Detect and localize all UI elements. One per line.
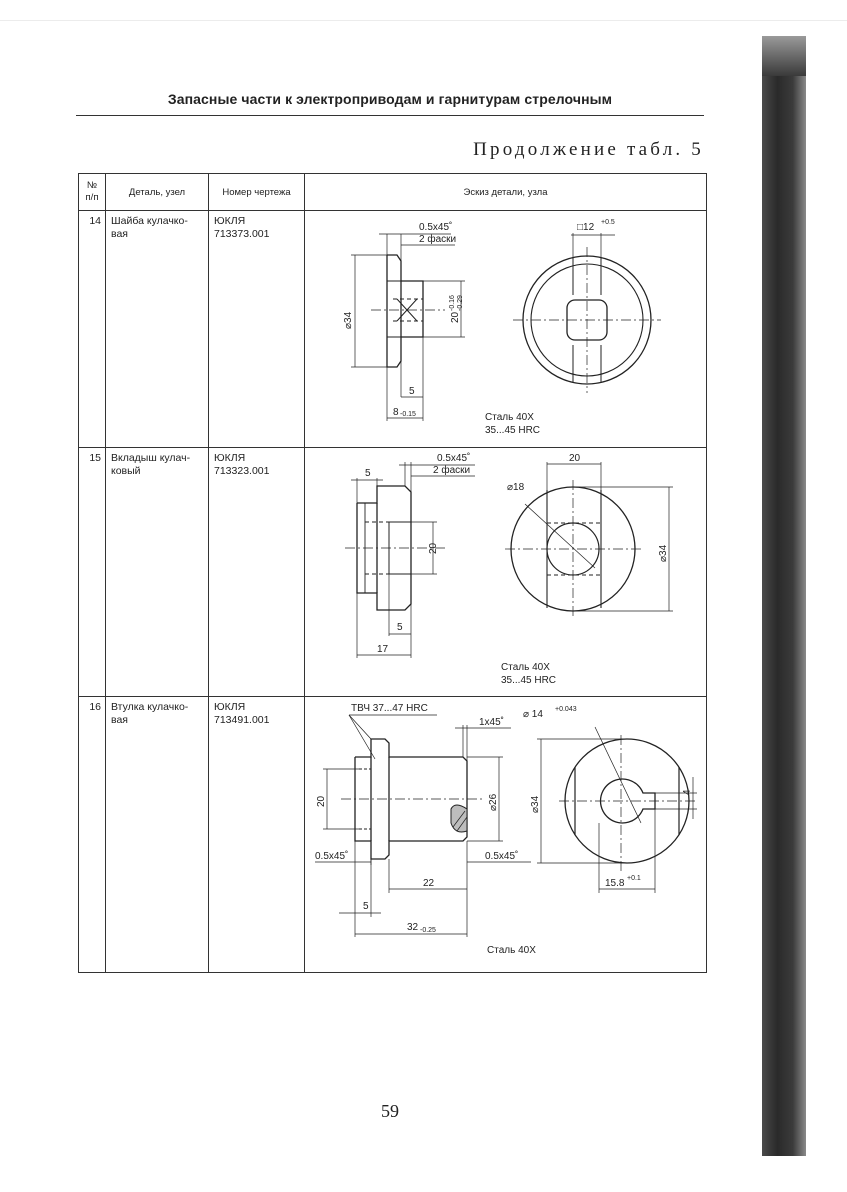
flange-label: 5 (365, 468, 371, 479)
dia-flange-label: ⌀34 (530, 795, 541, 813)
sketch-cell (305, 448, 707, 697)
hardness-label: 35...45 HRC (501, 675, 557, 686)
total-length-label: 32 (407, 922, 419, 933)
shaft-length-label: 22 (423, 878, 435, 889)
sketch-cell (305, 697, 707, 973)
flange-width-label: 5 (363, 901, 369, 912)
page-header: Запасные части к электроприводам и гарнитурам стрелочным (167, 91, 613, 107)
scan-shadow-top (762, 36, 806, 76)
flat-label: 20 (569, 453, 581, 464)
diameter-label: ⌀34 (658, 544, 669, 562)
bore-label: ⌀18 (507, 482, 525, 493)
chamfer-count-label: 2 фаски (433, 465, 471, 476)
width-tol: -0.15 (400, 411, 416, 418)
spare-parts-table (78, 173, 707, 973)
row-number: 15 (79, 448, 106, 697)
chamfer-count-label: 2 фаски (419, 234, 457, 245)
square-tol: +0.5 (601, 219, 615, 226)
chamfer-left-low-label: 0.5x45˚ (315, 851, 349, 862)
bore-label: ⌀ 14 (523, 709, 543, 720)
material-label: Сталь 40Х (487, 945, 536, 956)
cam-sleeve-drawing (305, 697, 707, 972)
drawing-number: ЮКЛЯ 713373.001 (209, 211, 305, 448)
table-row (79, 211, 707, 448)
chamfer-right-low-label: 0.5x45˚ (485, 851, 519, 862)
table-header-row (79, 174, 707, 211)
height-tol-low: -0.29 (457, 295, 464, 311)
chamfer-label: 0.5x45˚ (437, 453, 471, 464)
key-width-label: 4 (682, 789, 693, 795)
key-depth-tol: +0.1 (627, 875, 641, 882)
material-label: Сталь 40Х (485, 412, 534, 423)
sketch-cell (305, 211, 707, 448)
dia-left-label: 20 (316, 795, 327, 807)
page-number: 59 (381, 1101, 399, 1121)
cam-insert-drawing (305, 448, 707, 696)
length-label: 17 (377, 644, 389, 655)
part-name: Шайба кулачко- вая (106, 211, 209, 448)
step-label: 5 (409, 386, 415, 397)
row-number: 14 (79, 211, 106, 448)
diameter-label: ⌀34 (343, 311, 354, 329)
height-label: 20 (428, 542, 439, 554)
header-part: Деталь, узел (106, 174, 209, 211)
height-tol-up: -0.16 (449, 295, 456, 311)
key-depth-label: 15.8 (605, 878, 625, 889)
total-length-tol: -0.25 (420, 927, 436, 934)
header-drawing: Номер чертежа (209, 174, 305, 211)
height-label: 20 (450, 311, 461, 323)
width-label: 8 (393, 407, 399, 418)
part-name: Втулка кулачко- вая (106, 697, 209, 973)
dia-shaft-label: ⌀26 (488, 793, 499, 811)
bore-tol: +0.043 (555, 706, 577, 713)
shoulder-label: 5 (397, 622, 403, 633)
header-sketch: Эскиз детали, узла (305, 174, 707, 211)
chamfer-label: 0.5x45˚ (419, 222, 453, 233)
drawing-number: ЮКЛЯ 713323.001 (209, 448, 305, 697)
scan-shadow-bar (762, 36, 806, 1156)
table-continuation-title: Продолжение табл. 5 (473, 139, 704, 160)
part-name: Вкладыш кулач- ковый (106, 448, 209, 697)
header-num: № п/п (79, 174, 106, 211)
material-label: Сталь 40Х (501, 662, 550, 673)
square-label: □12 (577, 222, 595, 233)
row-number: 16 (79, 697, 106, 973)
header-rule (76, 115, 704, 116)
chamfer-right-label: 1x45˚ (479, 717, 505, 728)
hardening-label: ТВЧ 37...47 HRC (351, 703, 428, 714)
table-row (79, 448, 707, 697)
drawing-number: ЮКЛЯ 713491.001 (209, 697, 305, 973)
scan-edge-line (0, 20, 847, 21)
cam-washer-drawing (305, 211, 707, 447)
hardness-label: 35...45 HRC (485, 425, 541, 436)
table-row (79, 697, 707, 973)
